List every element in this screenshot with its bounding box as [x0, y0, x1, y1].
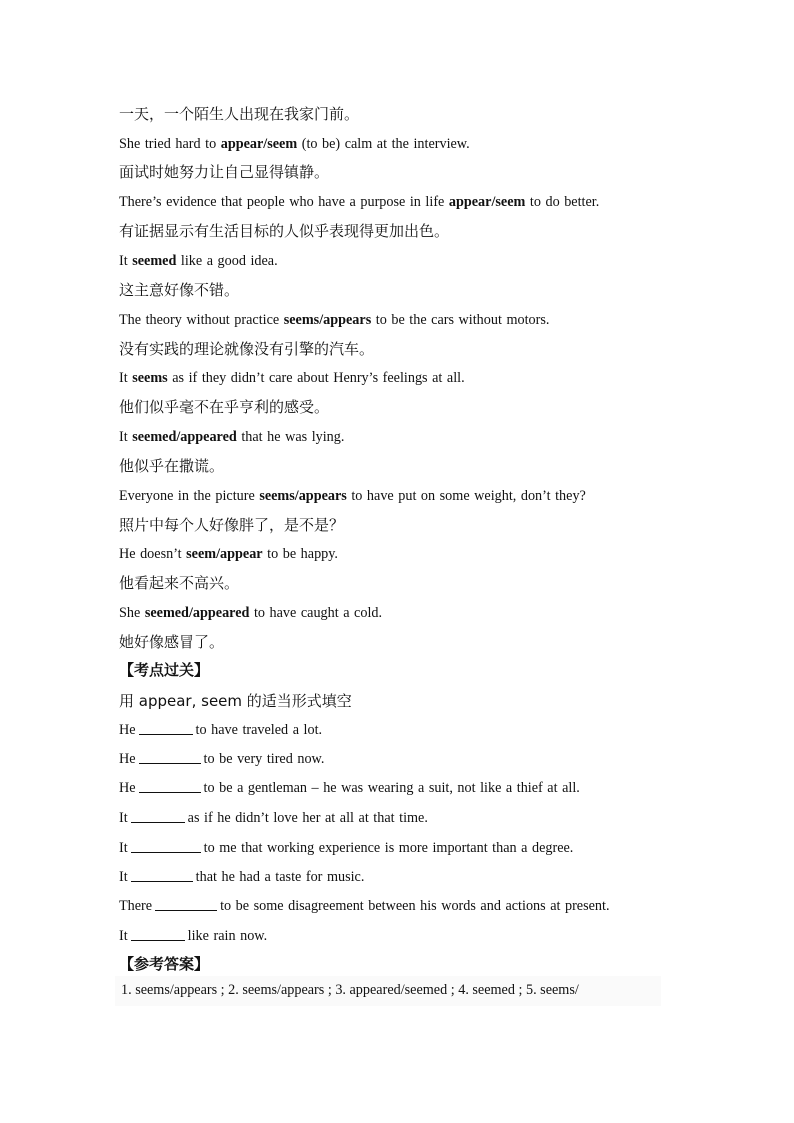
quiz-instruction: 用 appear, seem 的适当形式填空 — [119, 692, 352, 710]
example-en-7: Everyone in the picture seems/appears to have put on some weight, don’t they? — [119, 488, 586, 504]
example-en-9: She seemed/appeared to have caught a cold. — [119, 605, 383, 621]
example-zh-6: 他似乎在撒谎。 — [119, 457, 225, 475]
quiz-item-6: It that he had a taste for music. — [119, 869, 365, 885]
example-en-3: It seemed like a good idea. — [119, 253, 278, 269]
example-en-2: There’s evidence that people who have a purpose in life appear/seem to do better. — [119, 194, 600, 210]
example-en-4: The theory without practice seems/appears to be the cars without motors. — [119, 312, 550, 328]
example-zh-4: 没有实践的理论就像没有引擎的汽车。 — [119, 340, 375, 358]
quiz-blank-6[interactable] — [131, 867, 193, 882]
quiz-blank-3[interactable] — [139, 778, 201, 793]
quiz-item-2: He to be very tired now. — [119, 751, 325, 767]
example-zh-8: 他看起来不高兴。 — [119, 574, 240, 592]
quiz-item-5: It to me that working experience is more important than a degree. — [119, 840, 574, 856]
answer-box — [115, 976, 661, 1006]
example-zh-7: 照片中每个人好像胖了，是不是？ — [119, 516, 345, 534]
quiz-item-3: He to be a gentleman – he was wearing a suit, not like a thief at all. — [119, 780, 580, 796]
quiz-item-8: It like rain now. — [119, 928, 268, 944]
example-en-5: It seems as if they didn’t care about Henry’s feelings at all. — [119, 370, 465, 386]
example-zh-3: 这主意好像不错。 — [119, 281, 240, 299]
example-zh-5: 他们似乎毫不在乎亨利的感受。 — [119, 398, 330, 416]
example-zh-1: 面试时她努力让自己显得镇静。 — [119, 163, 330, 181]
example-en-8: He doesn’t seem/appear to be happy. — [119, 546, 338, 562]
quiz-blank-1[interactable] — [139, 720, 193, 735]
example-zh-9: 她好像感冒了。 — [119, 633, 225, 651]
intro-sentence-zh: 一天，一个陌生人出现在我家门前。 — [119, 105, 360, 123]
example-en-1: She tried hard to appear/seem (to be) calm at the interview. — [119, 136, 470, 152]
quiz-item-7: There to be some disagreement between his words and actions at present. — [119, 898, 610, 914]
quiz-blank-8[interactable] — [131, 926, 185, 941]
quiz-blank-2[interactable] — [139, 749, 201, 764]
quiz-item-1: He to have traveled a lot. — [119, 722, 323, 738]
example-en-6: It seemed/appeared that he was lying. — [119, 429, 345, 445]
quiz-blank-7[interactable] — [155, 896, 217, 911]
answer-heading: 【参考答案】 — [119, 955, 210, 973]
quiz-blank-5[interactable] — [131, 838, 201, 853]
example-zh-2: 有证据显示有生活目标的人似乎表现得更加出色。 — [119, 222, 450, 240]
answer-text: 1. seems/appears ; 2. seems/appears ; 3. appeared/seemed ; 4. seemed ; 5. seems/ — [121, 982, 579, 998]
quiz-item-4: It as if he didn’t love her at all at that time. — [119, 810, 428, 826]
quiz-blank-4[interactable] — [131, 808, 185, 823]
quiz-heading: 【考点过关】 — [119, 661, 210, 679]
